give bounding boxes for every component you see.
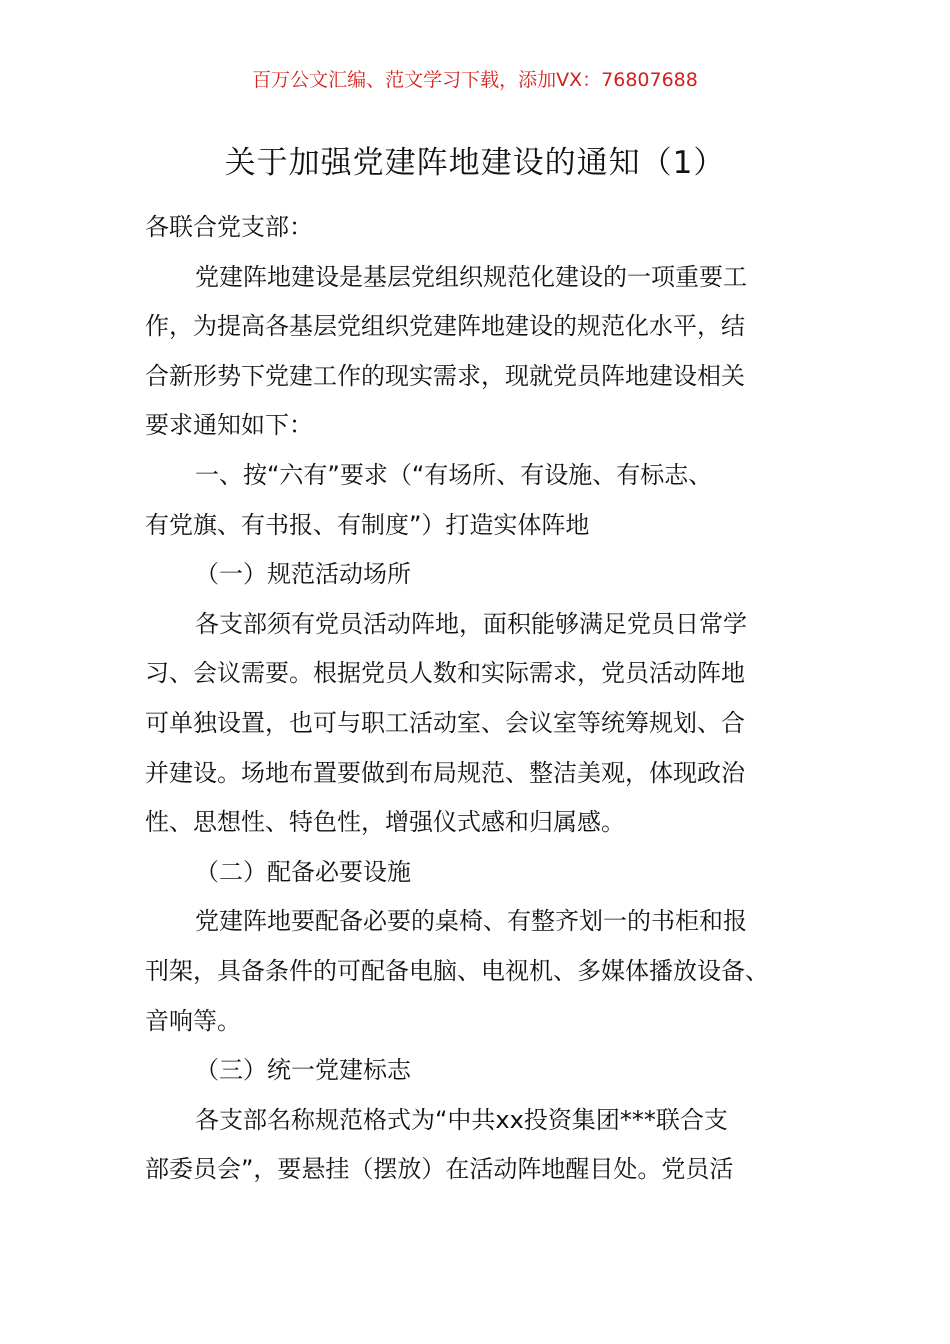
- subsection-heading: （三）统一党建标志: [195, 1056, 411, 1085]
- paragraph-line: 党建阵地要配备必要的桌椅、有整齐划一的书柜和报: [195, 907, 747, 936]
- download-notice: 百万公文汇编、范文学习下载，添加VX：76807688: [252, 69, 698, 91]
- subsection-heading: （一）规范活动场所: [195, 560, 411, 589]
- paragraph-line: 并建设。场地布置要做到布局规范、整洁美观，体现政治: [145, 758, 745, 787]
- document-body: [145, 203, 800, 1195]
- paragraph-line: 各支部须有党员活动阵地，面积能够满足党员日常学: [195, 609, 747, 638]
- paragraph-line: 合新形势下党建工作的现实需求，现就党员阵地建设相关: [145, 361, 745, 390]
- paragraph-line: 习、会议需要。根据党员人数和实际需求，党员活动阵地: [145, 659, 745, 688]
- paragraph-line: 要求通知如下：: [145, 411, 313, 440]
- paragraph-line: 作，为提高各基层党组织党建阵地建设的规范化水平，结: [145, 312, 745, 341]
- subsection-heading: （二）配备必要设施: [195, 857, 411, 886]
- salutation: 各联合党支部：: [145, 213, 313, 241]
- paragraph-line: 音响等。: [145, 1006, 241, 1035]
- document-title: 关于加强党建阵地建设的通知（1）: [224, 145, 726, 181]
- paragraph-line: 部委员会”，要悬挂（摆放）在活动阵地醒目处。党员活: [145, 1155, 734, 1184]
- paragraph-line: 可单独设置，也可与职工活动室、会议室等统筹规划、合: [145, 708, 745, 737]
- paragraph-line: 党建阵地建设是基层党组织规范化建设的一项重要工: [195, 262, 747, 291]
- section-heading-line: 有党旗、有书报、有制度”）打造实体阵地: [145, 510, 590, 539]
- paragraph-line: 性、思想性、特色性，增强仪式感和归属感。: [145, 808, 625, 837]
- section-heading-line: 一、按“六有”要求（“有场所、有设施、有标志、: [195, 460, 713, 489]
- paragraph-line: 刊架，具备条件的可配备电脑、电视机、多媒体播放设备、: [145, 956, 769, 985]
- paragraph-line: 各支部名称规范格式为“中共xx投资集团***联合支: [195, 1105, 728, 1134]
